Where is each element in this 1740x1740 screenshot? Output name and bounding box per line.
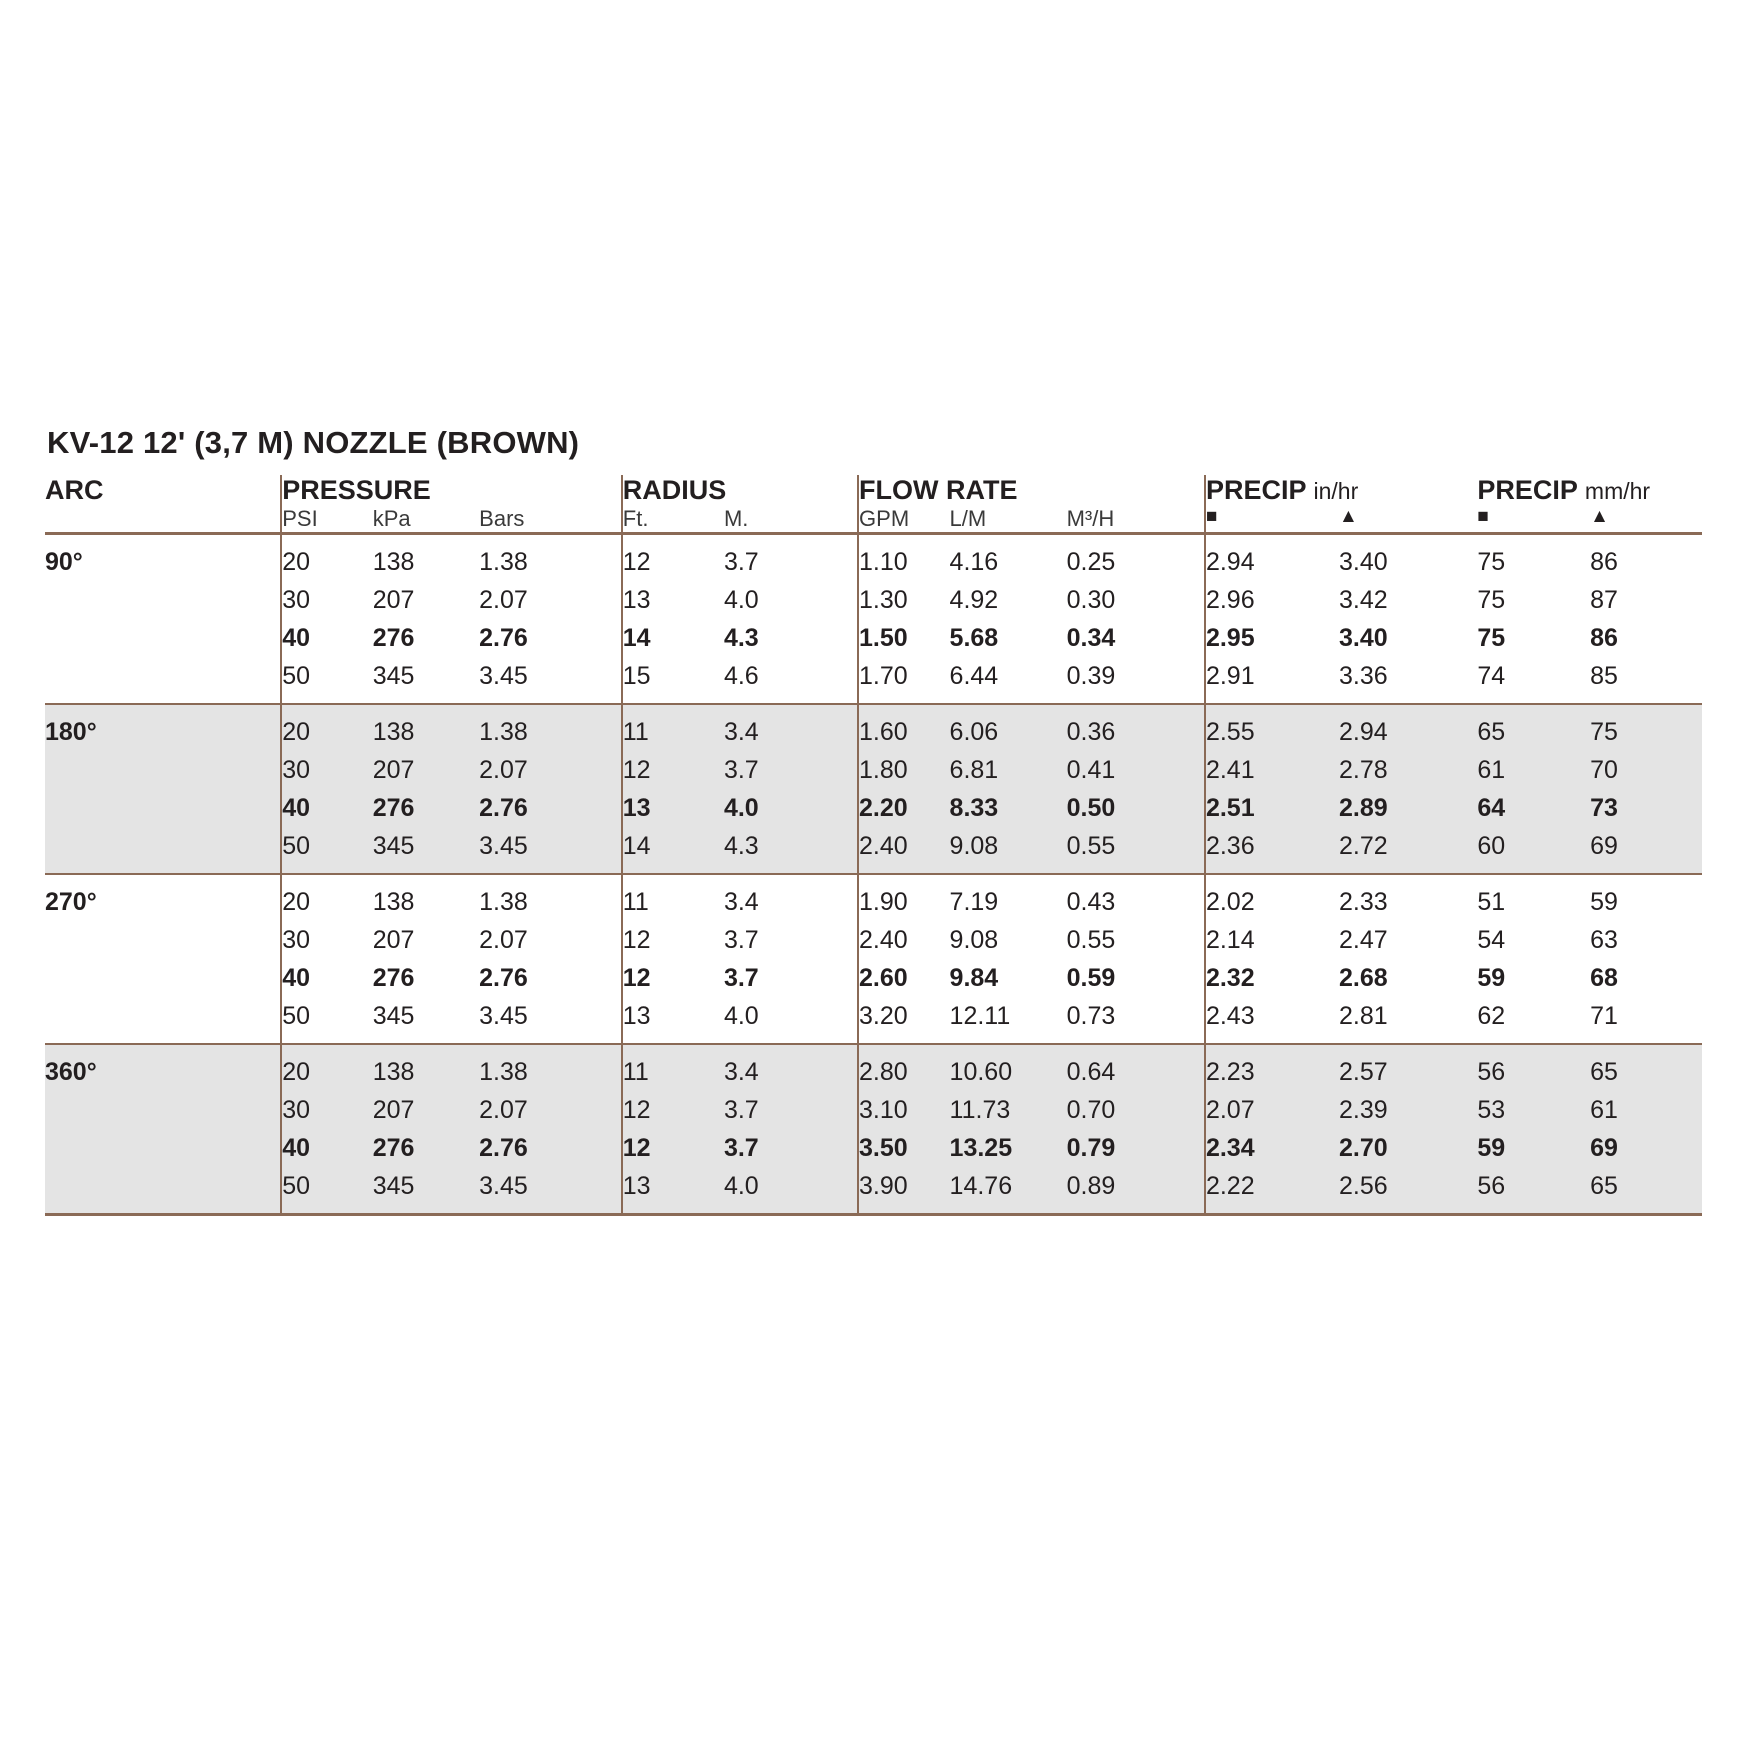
cell-p-in-tr: 3.36 xyxy=(1339,662,1388,690)
arc-label-empty xyxy=(45,1167,281,1215)
cell-ft: 12 xyxy=(622,921,724,959)
cell-m: 4.0 xyxy=(724,1167,858,1215)
cell-p-mm-sq: 53 xyxy=(1477,1091,1590,1129)
cell-gpm: 1.60 xyxy=(858,704,950,751)
square-icon-mm: ■ xyxy=(1477,506,1489,527)
cell-lm: 9.08 xyxy=(949,926,999,954)
cell-psi: 40 xyxy=(281,1129,373,1167)
cell-p-in-sq: 2.02 xyxy=(1205,874,1339,921)
cell-p-in-tr: 2.81 xyxy=(1339,1002,1388,1030)
group-header-precip-in xyxy=(1205,475,1477,506)
cell-kpa: 207 xyxy=(372,586,415,614)
cell-ft: 12 xyxy=(622,1091,724,1129)
cell-p-mm-tr: 68 xyxy=(1590,964,1618,992)
cell-p-in-tr: 2.89 xyxy=(1339,789,1477,827)
cell-psi: 40 xyxy=(281,619,373,657)
triangle-icon-mm: ▲ xyxy=(1590,506,1609,527)
cell-m: 4.3 xyxy=(724,827,858,874)
cell-p-mm-sq: 51 xyxy=(1477,874,1590,921)
cell-p-in-tr: 3.40 xyxy=(1339,624,1388,652)
cell-p-in-sq: 2.14 xyxy=(1205,921,1339,959)
cell-psi: 30 xyxy=(281,581,373,619)
cell-m3h: 0.41 xyxy=(1067,751,1205,789)
cell-ft: 11 xyxy=(622,704,724,751)
cell-m: 3.7 xyxy=(723,964,759,992)
cell-m3h: 0.79 xyxy=(1067,1129,1205,1167)
cell-p-mm-sq: 75 xyxy=(1477,624,1506,652)
cell-bars: 3.45 xyxy=(479,662,528,690)
cell-bars: 1.38 xyxy=(479,874,622,921)
cell-p-mm-tr: 71 xyxy=(1590,1002,1618,1030)
cell-p-mm-sq: 61 xyxy=(1477,751,1590,789)
cell-p-in-sq: 2.55 xyxy=(1205,704,1339,751)
cell-gpm: 2.40 xyxy=(858,827,950,874)
cell-bars: 2.07 xyxy=(479,751,622,789)
table-row xyxy=(45,789,1702,827)
cell-p-mm-sq: 74 xyxy=(1477,662,1506,690)
cell-p-mm-tr: 70 xyxy=(1590,751,1702,789)
arc-label-empty xyxy=(45,997,281,1044)
cell-p-in-sq: 2.96 xyxy=(1205,581,1339,619)
rule-cell xyxy=(373,1215,479,1217)
arc-label-empty xyxy=(45,751,281,789)
cell-p-mm-sq: 75 xyxy=(1477,586,1506,614)
cell-ft: 14 xyxy=(622,619,724,657)
group-header-arc: ARC xyxy=(45,475,104,505)
arc-label: 270° xyxy=(45,874,281,921)
cell-bars: 2.07 xyxy=(479,586,528,614)
cell-gpm: 3.20 xyxy=(858,997,950,1044)
group-header-precip-mm xyxy=(1477,475,1702,506)
square-icon: ■ xyxy=(1205,506,1339,534)
cell-m: 3.7 xyxy=(724,534,858,582)
table-row xyxy=(45,1091,1702,1129)
cell-p-in-tr: 2.68 xyxy=(1339,964,1388,992)
cell-lm: 9.08 xyxy=(950,827,1067,874)
cell-psi: 50 xyxy=(281,1167,373,1215)
cell-m3h: 0.73 xyxy=(1066,1002,1116,1030)
cell-gpm: 2.60 xyxy=(858,959,950,997)
cell-bars: 1.38 xyxy=(479,534,622,582)
cell-gpm: 3.50 xyxy=(858,1129,950,1167)
group-header-precip-mm-unit: mm/hr xyxy=(1584,478,1651,504)
cell-psi: 50 xyxy=(281,997,373,1044)
rule-cell xyxy=(1205,1215,1339,1217)
cell-p-mm-sq: 75 xyxy=(1477,534,1590,582)
cell-m3h: 0.89 xyxy=(1067,1167,1205,1215)
cell-lm: 10.60 xyxy=(950,1044,1067,1091)
triangle-icon: ▲ xyxy=(1339,506,1358,527)
cell-p-mm-tr: 69 xyxy=(1590,827,1702,874)
cell-lm: 6.81 xyxy=(950,751,1067,789)
arc-label-empty xyxy=(45,619,281,657)
cell-kpa: 276 xyxy=(372,964,415,992)
cell-p-in-tr: 3.40 xyxy=(1339,534,1477,582)
table-row xyxy=(45,704,1702,751)
arc-label: 360° xyxy=(45,1044,281,1091)
cell-ft: 12 xyxy=(622,1129,724,1167)
cell-ft: 13 xyxy=(622,1167,724,1215)
cell-psi: 30 xyxy=(281,1091,373,1129)
sub-header-kpa: kPa xyxy=(372,506,411,531)
arc-label-empty xyxy=(45,581,281,619)
cell-gpm: 1.10 xyxy=(858,534,950,582)
cell-gpm: 1.30 xyxy=(858,581,950,619)
cell-m: 4.0 xyxy=(724,789,858,827)
table-row xyxy=(45,997,1702,1044)
sub-header-m3h: M³/H xyxy=(1066,506,1115,531)
cell-gpm: 2.80 xyxy=(858,1044,950,1091)
table-row xyxy=(45,827,1702,874)
cell-p-in-sq: 2.94 xyxy=(1205,534,1339,582)
cell-m3h: 0.36 xyxy=(1067,704,1205,751)
sub-header-bars: Bars xyxy=(479,506,525,531)
cell-p-mm-tr: 85 xyxy=(1590,662,1618,690)
cell-kpa: 207 xyxy=(373,751,479,789)
cell-lm: 5.68 xyxy=(949,624,999,652)
cell-m3h: 0.34 xyxy=(1066,624,1116,652)
table-row xyxy=(45,619,1702,657)
cell-lm: 4.92 xyxy=(949,586,999,614)
cell-p-in-tr: 2.57 xyxy=(1339,1044,1477,1091)
cell-p-mm-tr: 61 xyxy=(1590,1091,1702,1129)
cell-m: 3.4 xyxy=(724,1044,858,1091)
cell-lm: 8.33 xyxy=(950,789,1067,827)
cell-psi: 40 xyxy=(281,789,373,827)
cell-ft: 13 xyxy=(622,789,724,827)
cell-ft: 12 xyxy=(622,534,724,582)
cell-bars: 1.38 xyxy=(479,704,622,751)
cell-p-in-sq: 2.23 xyxy=(1205,1044,1339,1091)
cell-p-mm-tr: 65 xyxy=(1590,1044,1702,1091)
cell-kpa: 138 xyxy=(373,1044,479,1091)
cell-bars: 2.76 xyxy=(479,624,528,652)
arc-label: 180° xyxy=(45,704,281,751)
sub-header-m: M. xyxy=(723,506,749,531)
cell-ft: 13 xyxy=(622,581,724,619)
spec-sheet xyxy=(45,425,1695,1216)
arc-label-empty xyxy=(45,1091,281,1129)
cell-ft: 11 xyxy=(622,874,724,921)
cell-p-in-tr: 2.33 xyxy=(1339,874,1477,921)
cell-m3h: 0.43 xyxy=(1067,874,1205,921)
cell-p-in-tr: 2.94 xyxy=(1339,704,1477,751)
cell-m: 3.4 xyxy=(724,704,858,751)
cell-psi: 20 xyxy=(281,874,373,921)
cell-m3h: 0.50 xyxy=(1067,789,1205,827)
cell-bars: 1.38 xyxy=(479,1044,622,1091)
cell-gpm: 3.90 xyxy=(858,1167,950,1215)
cell-p-in-sq: 2.43 xyxy=(1205,997,1339,1044)
cell-m: 3.7 xyxy=(724,751,858,789)
cell-lm: 6.44 xyxy=(949,662,999,690)
cell-p-mm-tr: 86 xyxy=(1590,624,1618,652)
cell-ft: 12 xyxy=(622,751,724,789)
cell-psi: 20 xyxy=(281,534,373,582)
arc-label-empty xyxy=(45,789,281,827)
sub-header-ft: Ft. xyxy=(622,506,724,534)
cell-p-in-sq: 2.51 xyxy=(1205,789,1339,827)
table-body xyxy=(45,534,1702,1217)
cell-kpa: 138 xyxy=(373,534,479,582)
cell-lm: 11.73 xyxy=(950,1091,1067,1129)
cell-ft: 11 xyxy=(622,1044,724,1091)
cell-m3h: 0.30 xyxy=(1066,586,1116,614)
cell-p-in-sq: 2.32 xyxy=(1205,959,1339,997)
cell-psi: 30 xyxy=(281,751,373,789)
table-row xyxy=(45,1167,1702,1215)
cell-p-in-tr: 2.78 xyxy=(1339,751,1477,789)
cell-p-mm-tr: 86 xyxy=(1590,534,1702,582)
cell-p-in-tr: 2.72 xyxy=(1339,827,1477,874)
cell-p-in-tr: 2.70 xyxy=(1339,1129,1477,1167)
cell-bars: 2.07 xyxy=(479,1091,622,1129)
cell-p-mm-sq: 54 xyxy=(1477,926,1506,954)
table-row xyxy=(45,1129,1702,1167)
cell-ft: 15 xyxy=(622,657,724,704)
table-row xyxy=(45,1044,1702,1091)
cell-ft: 14 xyxy=(622,827,724,874)
cell-gpm: 1.70 xyxy=(858,657,950,704)
cell-bars: 2.76 xyxy=(479,964,528,992)
cell-m: 3.7 xyxy=(724,1129,858,1167)
rule-cell xyxy=(45,1215,281,1217)
cell-p-mm-tr: 73 xyxy=(1590,789,1702,827)
cell-p-mm-sq: 56 xyxy=(1477,1044,1590,1091)
cell-p-in-sq: 2.95 xyxy=(1205,619,1339,657)
cell-p-mm-tr: 59 xyxy=(1590,874,1702,921)
cell-bars: 3.45 xyxy=(479,1167,622,1215)
group-header-flow-rate: FLOW RATE xyxy=(858,475,1205,506)
cell-kpa: 138 xyxy=(373,704,479,751)
cell-m3h: 0.55 xyxy=(1066,926,1116,954)
sub-header-psi: PSI xyxy=(281,506,373,534)
rule-cell xyxy=(479,1215,622,1217)
cell-m3h: 0.70 xyxy=(1067,1091,1205,1129)
cell-gpm: 3.10 xyxy=(858,1091,950,1129)
cell-psi: 30 xyxy=(281,921,373,959)
cell-bars: 2.07 xyxy=(479,926,528,954)
table-row xyxy=(45,657,1702,704)
rule-cell xyxy=(281,1215,373,1217)
cell-lm: 6.06 xyxy=(950,704,1067,751)
cell-gpm: 2.40 xyxy=(858,921,950,959)
group-header-precip-in-unit: in/hr xyxy=(1313,478,1359,504)
cell-kpa: 345 xyxy=(372,662,415,690)
arc-label-empty xyxy=(45,1129,281,1167)
group-header-radius: RADIUS xyxy=(622,475,858,506)
nozzle-performance-table xyxy=(45,475,1702,1216)
arc-label-empty xyxy=(45,921,281,959)
cell-kpa: 207 xyxy=(372,926,415,954)
cell-p-mm-sq: 59 xyxy=(1477,964,1506,992)
cell-m: 4.6 xyxy=(723,662,759,690)
cell-p-mm-sq: 65 xyxy=(1477,704,1590,751)
cell-gpm: 1.90 xyxy=(858,874,950,921)
cell-m: 3.7 xyxy=(724,1091,858,1129)
cell-m3h: 0.55 xyxy=(1067,827,1205,874)
cell-kpa: 345 xyxy=(373,827,479,874)
rule-cell xyxy=(1067,1215,1205,1217)
cell-bars: 3.45 xyxy=(479,1002,528,1030)
rule-cell xyxy=(1477,1215,1590,1217)
cell-p-mm-sq: 56 xyxy=(1477,1167,1590,1215)
group-header-precip-mm-label: PRECIP xyxy=(1477,475,1578,505)
group-header-precip-in-label: PRECIP xyxy=(1205,475,1306,505)
cell-p-mm-sq: 59 xyxy=(1477,1129,1590,1167)
cell-p-mm-tr: 65 xyxy=(1590,1167,1702,1215)
sub-header-lm: L/M xyxy=(949,506,987,531)
cell-lm: 12.11 xyxy=(949,1002,1011,1030)
cell-p-in-sq: 2.41 xyxy=(1205,751,1339,789)
cell-bars: 2.76 xyxy=(479,1129,622,1167)
cell-m: 4.0 xyxy=(723,586,759,614)
cell-gpm: 1.80 xyxy=(858,751,950,789)
rule-cell xyxy=(1339,1215,1477,1217)
cell-psi: 20 xyxy=(281,704,373,751)
table-row xyxy=(45,959,1702,997)
table-row xyxy=(45,874,1702,921)
cell-p-in-tr: 2.47 xyxy=(1339,926,1388,954)
cell-psi: 50 xyxy=(281,827,373,874)
cell-bars: 3.45 xyxy=(479,827,622,874)
table-row xyxy=(45,581,1702,619)
page-title: KV-12 12' (3,7 M) NOZZLE (BROWN) xyxy=(47,425,580,460)
cell-p-in-sq: 2.07 xyxy=(1205,1091,1339,1129)
cell-m3h: 0.59 xyxy=(1066,964,1116,992)
cell-gpm: 2.20 xyxy=(858,789,950,827)
cell-m: 4.3 xyxy=(723,624,759,652)
cell-lm: 7.19 xyxy=(950,874,1067,921)
cell-p-in-tr: 2.39 xyxy=(1339,1091,1477,1129)
rule-cell xyxy=(622,1215,724,1217)
cell-m: 3.4 xyxy=(724,874,858,921)
group-header-row xyxy=(45,475,1702,506)
sub-header-gpm: GPM xyxy=(858,506,950,534)
cell-psi: 20 xyxy=(281,1044,373,1091)
cell-ft: 12 xyxy=(622,959,724,997)
cell-kpa: 276 xyxy=(373,1129,479,1167)
cell-p-mm-tr: 63 xyxy=(1590,926,1618,954)
cell-m3h: 0.39 xyxy=(1066,662,1116,690)
cell-kpa: 345 xyxy=(373,1167,479,1215)
cell-p-in-sq: 2.34 xyxy=(1205,1129,1339,1167)
arc-label: 90° xyxy=(45,534,281,582)
table-row xyxy=(45,751,1702,789)
cell-kpa: 276 xyxy=(372,624,415,652)
cell-lm: 14.76 xyxy=(950,1167,1067,1215)
arc-label-empty xyxy=(45,827,281,874)
cell-kpa: 207 xyxy=(373,1091,479,1129)
cell-p-mm-sq: 64 xyxy=(1477,789,1590,827)
cell-m3h: 0.64 xyxy=(1067,1044,1205,1091)
cell-p-in-sq: 2.36 xyxy=(1205,827,1339,874)
sub-header-arc-blank xyxy=(45,506,281,534)
rule-cell xyxy=(1590,1215,1702,1217)
cell-gpm: 1.50 xyxy=(858,619,950,657)
cell-ft: 13 xyxy=(622,997,724,1044)
cell-psi: 40 xyxy=(281,959,373,997)
cell-m: 4.0 xyxy=(723,1002,759,1030)
cell-lm: 13.25 xyxy=(950,1129,1067,1167)
cell-p-mm-sq: 60 xyxy=(1477,827,1590,874)
arc-label-empty xyxy=(45,959,281,997)
cell-psi: 50 xyxy=(281,657,373,704)
cell-p-mm-tr: 69 xyxy=(1590,1129,1702,1167)
cell-kpa: 345 xyxy=(372,1002,415,1030)
arc-label-empty xyxy=(45,657,281,704)
table-row xyxy=(45,921,1702,959)
cell-kpa: 276 xyxy=(373,789,479,827)
rule-cell xyxy=(950,1215,1067,1217)
cell-p-mm-tr: 87 xyxy=(1590,586,1618,614)
cell-p-in-tr: 3.42 xyxy=(1339,586,1388,614)
cell-p-mm-tr: 75 xyxy=(1590,704,1702,751)
sub-header-row xyxy=(45,506,1702,534)
cell-bars: 2.76 xyxy=(479,789,622,827)
rule-cell xyxy=(858,1215,950,1217)
table-row xyxy=(45,534,1702,582)
cell-m: 3.7 xyxy=(723,926,759,954)
cell-kpa: 138 xyxy=(373,874,479,921)
cell-p-in-tr: 2.56 xyxy=(1339,1167,1477,1215)
cell-m3h: 0.25 xyxy=(1067,534,1205,582)
cell-lm: 9.84 xyxy=(949,964,999,992)
table-bottom-rule xyxy=(45,1215,1702,1217)
cell-lm: 4.16 xyxy=(950,534,1067,582)
rule-cell xyxy=(724,1215,858,1217)
cell-p-mm-sq: 62 xyxy=(1477,1002,1506,1030)
cell-p-in-sq: 2.22 xyxy=(1205,1167,1339,1215)
group-header-pressure: PRESSURE xyxy=(281,475,622,506)
cell-p-in-sq: 2.91 xyxy=(1205,657,1339,704)
